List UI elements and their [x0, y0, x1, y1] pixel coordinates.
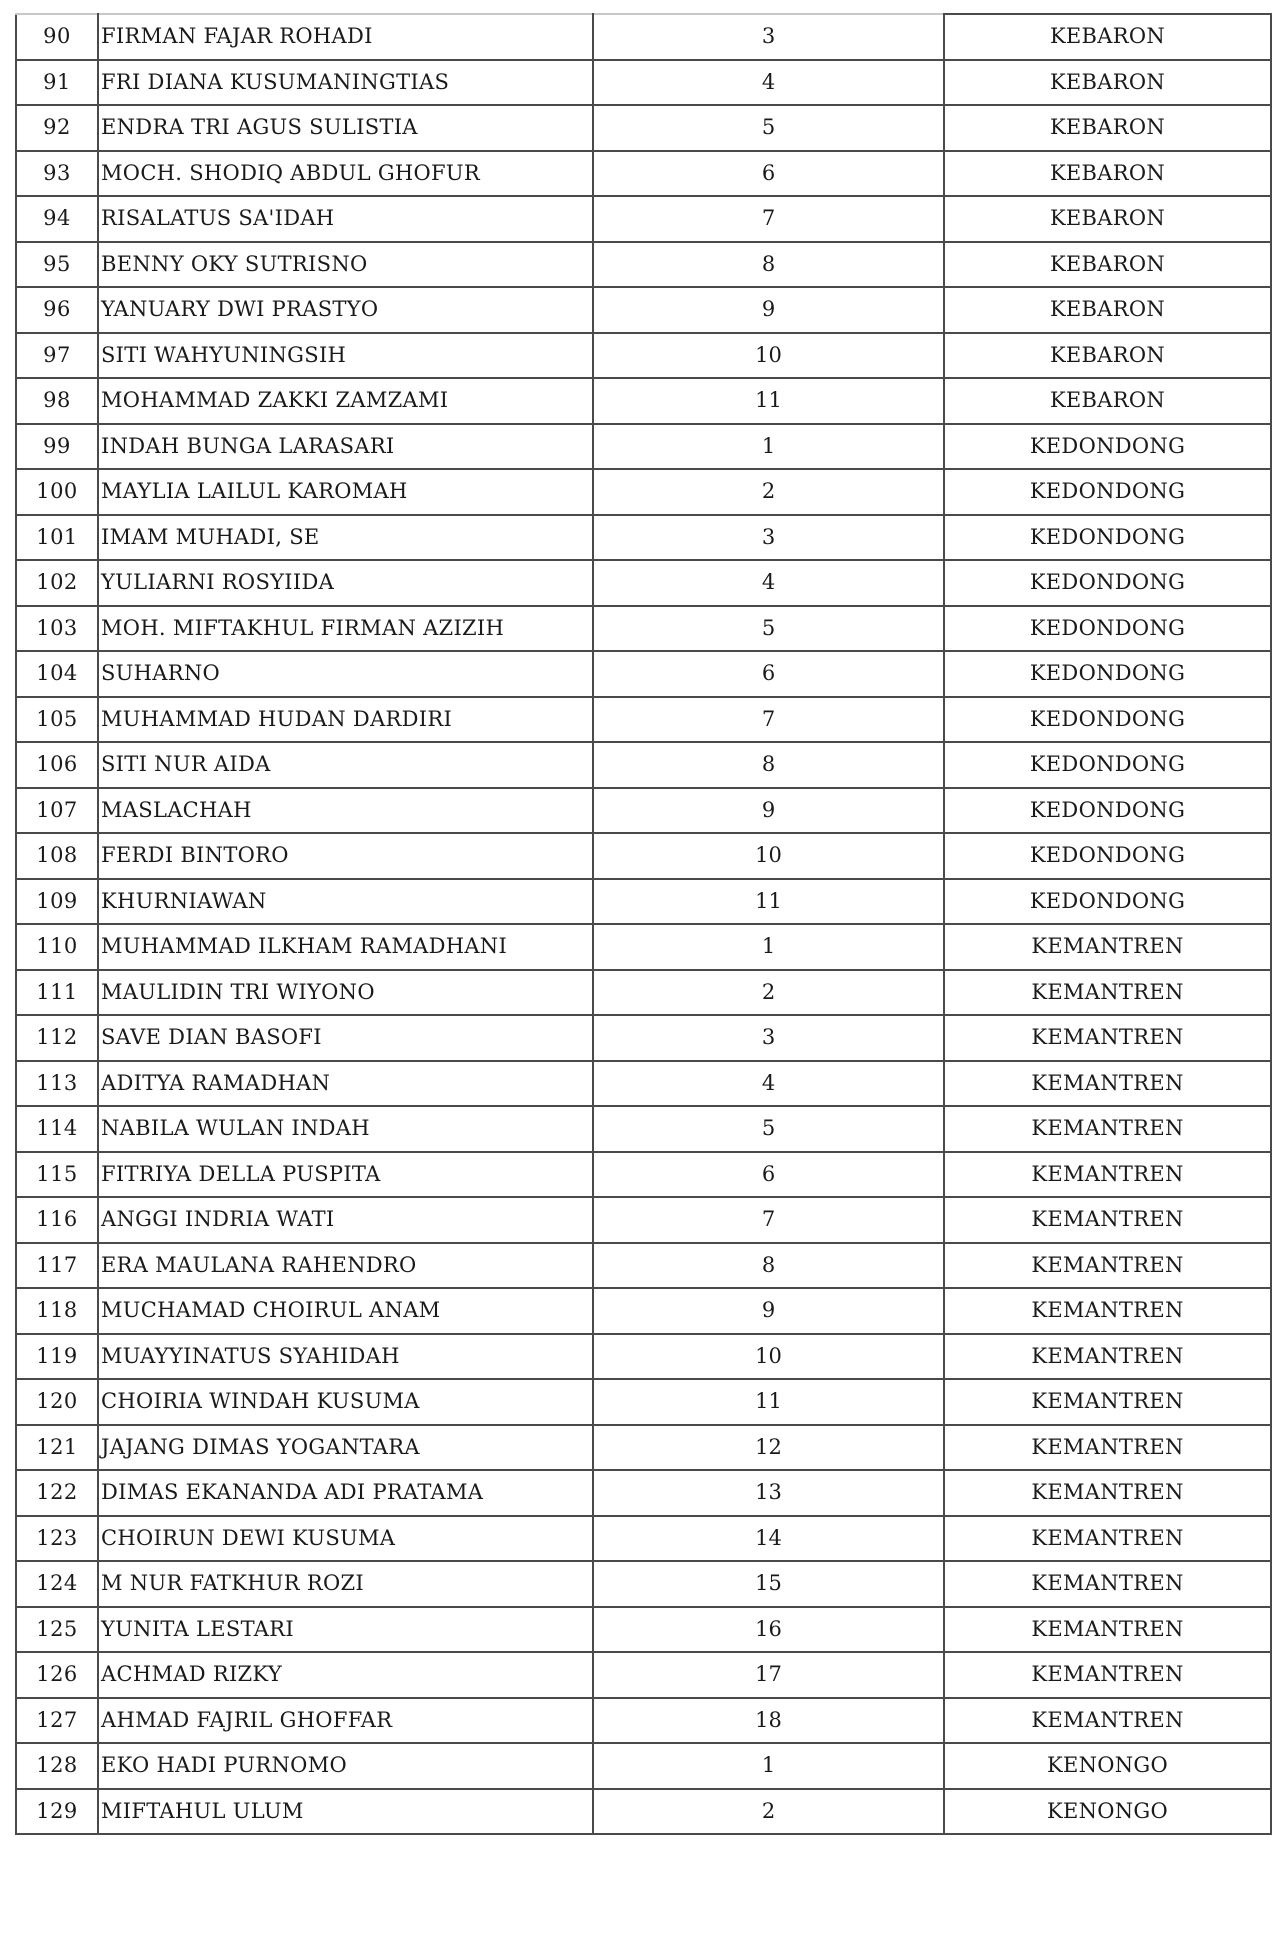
- name-cell: NABILA WULAN INDAH: [98, 1106, 593, 1152]
- name-cell: MUHAMMAD HUDAN DARDIRI: [98, 697, 593, 743]
- village-cell: KEDONDONG: [944, 742, 1271, 788]
- table-row: [16, 970, 1271, 1016]
- name-cell: ERA MAULANA RAHENDRO: [98, 1243, 593, 1289]
- table-row: [16, 833, 1271, 879]
- row-number-cell: 105: [16, 697, 98, 743]
- row-number-cell: 114: [16, 1106, 98, 1152]
- name-cell: EKO HADI PURNOMO: [98, 1743, 593, 1789]
- table-row: [16, 742, 1271, 788]
- village-cell: KEDONDONG: [944, 879, 1271, 925]
- order-number-cell: 14: [593, 1516, 944, 1562]
- village-cell: KEDONDONG: [944, 606, 1271, 652]
- order-number-cell: 12: [593, 1425, 944, 1471]
- row-number-cell: 125: [16, 1607, 98, 1653]
- village-cell: KEDONDONG: [944, 697, 1271, 743]
- village-cell: KEDONDONG: [944, 560, 1271, 606]
- name-cell: INDAH BUNGA LARASARI: [98, 424, 593, 470]
- order-number-cell: 5: [593, 105, 944, 151]
- name-cell: SITI NUR AIDA: [98, 742, 593, 788]
- row-number-cell: 101: [16, 515, 98, 561]
- row-number-cell: 103: [16, 606, 98, 652]
- table-row: [16, 1607, 1271, 1653]
- row-number-cell: 95: [16, 242, 98, 288]
- village-cell: KEMANTREN: [944, 1425, 1271, 1471]
- table-row: [16, 1197, 1271, 1243]
- name-cell: YUNITA LESTARI: [98, 1607, 593, 1653]
- order-number-cell: 9: [593, 1288, 944, 1334]
- village-cell: KEDONDONG: [944, 833, 1271, 879]
- name-cell: JAJANG DIMAS YOGANTARA: [98, 1425, 593, 1471]
- row-number-cell: 126: [16, 1652, 98, 1698]
- order-number-cell: 1: [593, 1743, 944, 1789]
- village-cell: KEBARON: [944, 196, 1271, 242]
- row-number-cell: 110: [16, 924, 98, 970]
- table-row: [16, 333, 1271, 379]
- row-number-cell: 91: [16, 60, 98, 106]
- row-number-cell: 92: [16, 105, 98, 151]
- village-cell: KEMANTREN: [944, 1243, 1271, 1289]
- table-row: [16, 424, 1271, 470]
- village-cell: KEBARON: [944, 287, 1271, 333]
- name-cell: FITRIYA DELLA PUSPITA: [98, 1152, 593, 1198]
- order-number-cell: 2: [593, 469, 944, 515]
- name-cell: MUHAMMAD ILKHAM RAMADHANI: [98, 924, 593, 970]
- order-number-cell: 4: [593, 1061, 944, 1107]
- table-row: [16, 1652, 1271, 1698]
- village-cell: KEMANTREN: [944, 1106, 1271, 1152]
- table-row: [16, 1288, 1271, 1334]
- village-cell: KEMANTREN: [944, 1334, 1271, 1380]
- row-number-cell: 98: [16, 378, 98, 424]
- name-cell: SUHARNO: [98, 651, 593, 697]
- village-cell: KEMANTREN: [944, 1470, 1271, 1516]
- row-number-cell: 121: [16, 1425, 98, 1471]
- village-cell: KEBARON: [944, 105, 1271, 151]
- order-number-cell: 6: [593, 151, 944, 197]
- village-cell: KEBARON: [944, 242, 1271, 288]
- name-cell: ACHMAD RIZKY: [98, 1652, 593, 1698]
- order-number-cell: 4: [593, 560, 944, 606]
- table-row: [16, 287, 1271, 333]
- name-cell: IMAM MUHADI, SE: [98, 515, 593, 561]
- order-number-cell: 10: [593, 833, 944, 879]
- name-cell: FERDI BINTORO: [98, 833, 593, 879]
- table-row: [16, 697, 1271, 743]
- name-cell: MIFTAHUL ULUM: [98, 1789, 593, 1835]
- order-number-cell: 6: [593, 651, 944, 697]
- village-cell: KEMANTREN: [944, 924, 1271, 970]
- order-number-cell: 7: [593, 196, 944, 242]
- order-number-cell: 11: [593, 879, 944, 925]
- name-cell: MOCH. SHODIQ ABDUL GHOFUR: [98, 151, 593, 197]
- row-number-cell: 107: [16, 788, 98, 834]
- order-number-cell: 1: [593, 424, 944, 470]
- name-cell: MOH. MIFTAKHUL FIRMAN AZIZIH: [98, 606, 593, 652]
- row-number-cell: 104: [16, 651, 98, 697]
- row-number-cell: 112: [16, 1015, 98, 1061]
- village-cell: KEMANTREN: [944, 1152, 1271, 1198]
- row-number-cell: 111: [16, 970, 98, 1016]
- row-number-cell: 90: [16, 14, 98, 60]
- roster-table: [15, 13, 1272, 1835]
- village-cell: KEMANTREN: [944, 1061, 1271, 1107]
- village-cell: KEDONDONG: [944, 424, 1271, 470]
- village-cell: KEMANTREN: [944, 1288, 1271, 1334]
- table-row: [16, 1243, 1271, 1289]
- row-number-cell: 109: [16, 879, 98, 925]
- table-row: [16, 924, 1271, 970]
- row-number-cell: 118: [16, 1288, 98, 1334]
- name-cell: MAULIDIN TRI WIYONO: [98, 970, 593, 1016]
- table-row: [16, 1106, 1271, 1152]
- table-row: [16, 1789, 1271, 1835]
- order-number-cell: 3: [593, 1015, 944, 1061]
- village-cell: KEBARON: [944, 333, 1271, 379]
- name-cell: DIMAS EKANANDA ADI PRATAMA: [98, 1470, 593, 1516]
- order-number-cell: 17: [593, 1652, 944, 1698]
- order-number-cell: 6: [593, 1152, 944, 1198]
- name-cell: MASLACHAH: [98, 788, 593, 834]
- row-number-cell: 93: [16, 151, 98, 197]
- table-row: [16, 378, 1271, 424]
- village-cell: KEBARON: [944, 378, 1271, 424]
- village-cell: KEMANTREN: [944, 970, 1271, 1016]
- order-number-cell: 10: [593, 333, 944, 379]
- order-number-cell: 7: [593, 1197, 944, 1243]
- name-cell: M NUR FATKHUR ROZI: [98, 1561, 593, 1607]
- order-number-cell: 5: [593, 606, 944, 652]
- name-cell: CHOIRUN DEWI KUSUMA: [98, 1516, 593, 1562]
- table-row: [16, 560, 1271, 606]
- name-cell: ADITYA RAMADHAN: [98, 1061, 593, 1107]
- table-row: [16, 151, 1271, 197]
- name-cell: SAVE DIAN BASOFI: [98, 1015, 593, 1061]
- name-cell: YULIARNI ROSYIIDA: [98, 560, 593, 606]
- row-number-cell: 97: [16, 333, 98, 379]
- order-number-cell: 7: [593, 697, 944, 743]
- row-number-cell: 122: [16, 1470, 98, 1516]
- order-number-cell: 1: [593, 924, 944, 970]
- order-number-cell: 2: [593, 1789, 944, 1835]
- order-number-cell: 8: [593, 242, 944, 288]
- name-cell: MAYLIA LAILUL KAROMAH: [98, 469, 593, 515]
- table-row: [16, 515, 1271, 561]
- table-row: [16, 651, 1271, 697]
- order-number-cell: 13: [593, 1470, 944, 1516]
- order-number-cell: 15: [593, 1561, 944, 1607]
- village-cell: KEMANTREN: [944, 1197, 1271, 1243]
- row-number-cell: 119: [16, 1334, 98, 1380]
- table-row: [16, 1334, 1271, 1380]
- row-number-cell: 113: [16, 1061, 98, 1107]
- name-cell: MUAYYINATUS SYAHIDAH: [98, 1334, 593, 1380]
- order-number-cell: 11: [593, 1379, 944, 1425]
- order-number-cell: 11: [593, 378, 944, 424]
- table-row: [16, 606, 1271, 652]
- village-cell: KEDONDONG: [944, 651, 1271, 697]
- table-row: [16, 1152, 1271, 1198]
- table-row: [16, 1561, 1271, 1607]
- table-row: [16, 105, 1271, 151]
- table-row: [16, 14, 1271, 60]
- row-number-cell: 117: [16, 1243, 98, 1289]
- village-cell: KEBARON: [944, 60, 1271, 106]
- row-number-cell: 127: [16, 1698, 98, 1744]
- village-cell: KEBARON: [944, 14, 1271, 60]
- order-number-cell: 3: [593, 14, 944, 60]
- name-cell: AHMAD FAJRIL GHOFFAR: [98, 1698, 593, 1744]
- table-row: [16, 1516, 1271, 1562]
- row-number-cell: 99: [16, 424, 98, 470]
- table-row: [16, 1379, 1271, 1425]
- table-row: [16, 242, 1271, 288]
- row-number-cell: 108: [16, 833, 98, 879]
- name-cell: FRI DIANA KUSUMANINGTIAS: [98, 60, 593, 106]
- table-row: [16, 1470, 1271, 1516]
- village-cell: KENONGO: [944, 1789, 1271, 1835]
- row-number-cell: 94: [16, 196, 98, 242]
- row-number-cell: 100: [16, 469, 98, 515]
- village-cell: KEMANTREN: [944, 1607, 1271, 1653]
- row-number-cell: 102: [16, 560, 98, 606]
- village-cell: KEMANTREN: [944, 1379, 1271, 1425]
- table-row: [16, 196, 1271, 242]
- village-cell: KEBARON: [944, 151, 1271, 197]
- name-cell: KHURNIAWAN: [98, 879, 593, 925]
- order-number-cell: 16: [593, 1607, 944, 1653]
- row-number-cell: 124: [16, 1561, 98, 1607]
- table-row: [16, 1425, 1271, 1471]
- village-cell: KEMANTREN: [944, 1698, 1271, 1744]
- village-cell: KEDONDONG: [944, 788, 1271, 834]
- table-row: [16, 1698, 1271, 1744]
- row-number-cell: 120: [16, 1379, 98, 1425]
- name-cell: RISALATUS SA'IDAH: [98, 196, 593, 242]
- row-number-cell: 116: [16, 1197, 98, 1243]
- name-cell: ENDRA TRI AGUS SULISTIA: [98, 105, 593, 151]
- name-cell: YANUARY DWI PRASTYO: [98, 287, 593, 333]
- row-number-cell: 96: [16, 287, 98, 333]
- village-cell: KEMANTREN: [944, 1516, 1271, 1562]
- village-cell: KEMANTREN: [944, 1652, 1271, 1698]
- table-row: [16, 469, 1271, 515]
- order-number-cell: 9: [593, 788, 944, 834]
- order-number-cell: 8: [593, 742, 944, 788]
- order-number-cell: 8: [593, 1243, 944, 1289]
- row-number-cell: 106: [16, 742, 98, 788]
- table-row: [16, 1743, 1271, 1789]
- village-cell: KEDONDONG: [944, 515, 1271, 561]
- order-number-cell: 2: [593, 970, 944, 1016]
- row-number-cell: 123: [16, 1516, 98, 1562]
- name-cell: SITI WAHYUNINGSIH: [98, 333, 593, 379]
- order-number-cell: 10: [593, 1334, 944, 1380]
- village-cell: KEMANTREN: [944, 1561, 1271, 1607]
- table-row: [16, 1061, 1271, 1107]
- order-number-cell: 4: [593, 60, 944, 106]
- name-cell: MUCHAMAD CHOIRUL ANAM: [98, 1288, 593, 1334]
- row-number-cell: 128: [16, 1743, 98, 1789]
- document-page: [15, 13, 1272, 1835]
- name-cell: BENNY OKY SUTRISNO: [98, 242, 593, 288]
- table-row: [16, 60, 1271, 106]
- order-number-cell: 18: [593, 1698, 944, 1744]
- order-number-cell: 9: [593, 287, 944, 333]
- name-cell: ANGGI INDRIA WATI: [98, 1197, 593, 1243]
- name-cell: MOHAMMAD ZAKKI ZAMZAMI: [98, 378, 593, 424]
- village-cell: KENONGO: [944, 1743, 1271, 1789]
- order-number-cell: 5: [593, 1106, 944, 1152]
- table-row: [16, 1015, 1271, 1061]
- table-row: [16, 879, 1271, 925]
- name-cell: CHOIRIA WINDAH KUSUMA: [98, 1379, 593, 1425]
- row-number-cell: 115: [16, 1152, 98, 1198]
- row-number-cell: 129: [16, 1789, 98, 1835]
- name-cell: FIRMAN FAJAR ROHADI: [98, 14, 593, 60]
- table-row: [16, 788, 1271, 834]
- order-number-cell: 3: [593, 515, 944, 561]
- village-cell: KEDONDONG: [944, 469, 1271, 515]
- roster-table-body: [16, 14, 1271, 1834]
- village-cell: KEMANTREN: [944, 1015, 1271, 1061]
